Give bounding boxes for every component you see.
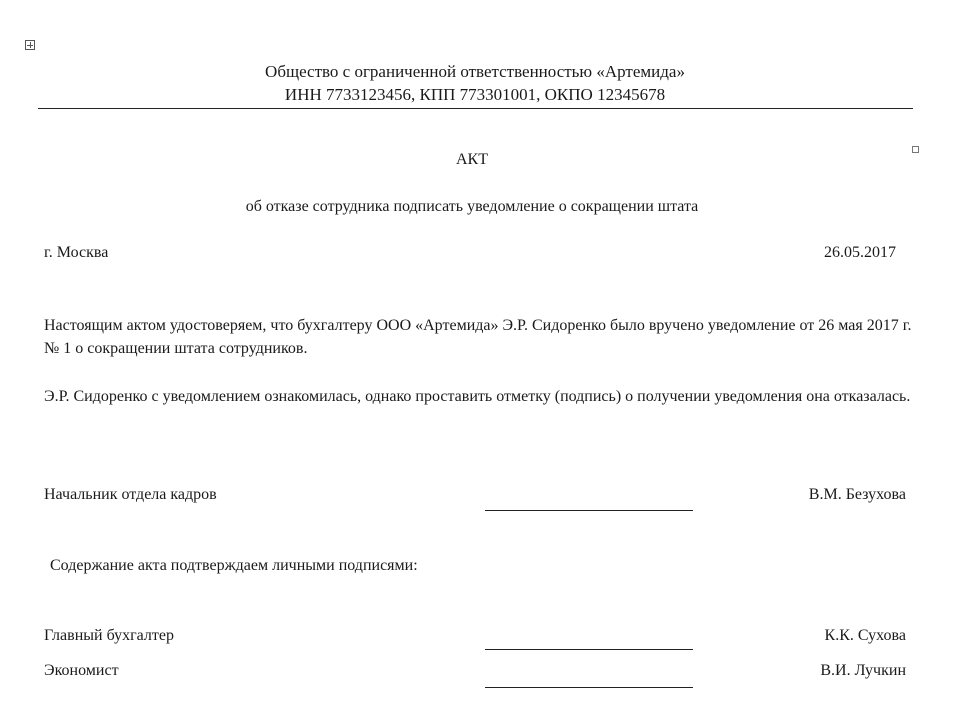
organization-name: Общество с ограниченной ответственностью «Артемида» <box>265 62 685 81</box>
signatory-position-hr-head: Начальник отдела кадров <box>44 486 217 503</box>
organization-identifiers: ИНН 7733123456, КПП 773301001, ОКПО 12345678 <box>284 85 666 104</box>
header-divider <box>38 108 913 109</box>
confirmation-text: Содержание акта подтверждаем личными подписями: <box>50 557 418 574</box>
signatory-name-chief-accountant: К.К. Сухова <box>824 627 906 644</box>
signatory-name-hr-head: В.М. Безухова <box>808 486 906 503</box>
document-subtitle: об отказе сотрудника подписать уведомление о сокращении штата <box>245 198 699 215</box>
signatory-position-chief-accountant: Главный бухгалтер <box>44 627 174 644</box>
act-paragraph-2: Э.Р. Сидоренко с уведомлением ознакомилась, однако проставить отметку (подпись) о получении уведомления она отказалась. <box>44 388 911 405</box>
signatory-name-economist: В.И. Лучкин <box>820 662 906 679</box>
act-paragraph-1: Настоящим актом удостоверяем, что бухгалтеру ООО «Артемида» Э.Р. Сидоренко было вручено уведомление от 26 мая 2017 г. № 1 о сокращении штата сотрудников. <box>44 317 912 357</box>
signatory-position-economist: Экономист <box>44 662 119 679</box>
table-move-handle-icon[interactable] <box>25 40 35 50</box>
signature-line-hr-head <box>485 510 693 511</box>
document-date: 26.05.2017 <box>824 244 896 261</box>
signature-line-economist <box>485 687 693 688</box>
signature-line-chief-accountant <box>485 649 693 650</box>
document-city: г. Москва <box>44 244 109 261</box>
document-title: АКТ <box>456 151 488 168</box>
